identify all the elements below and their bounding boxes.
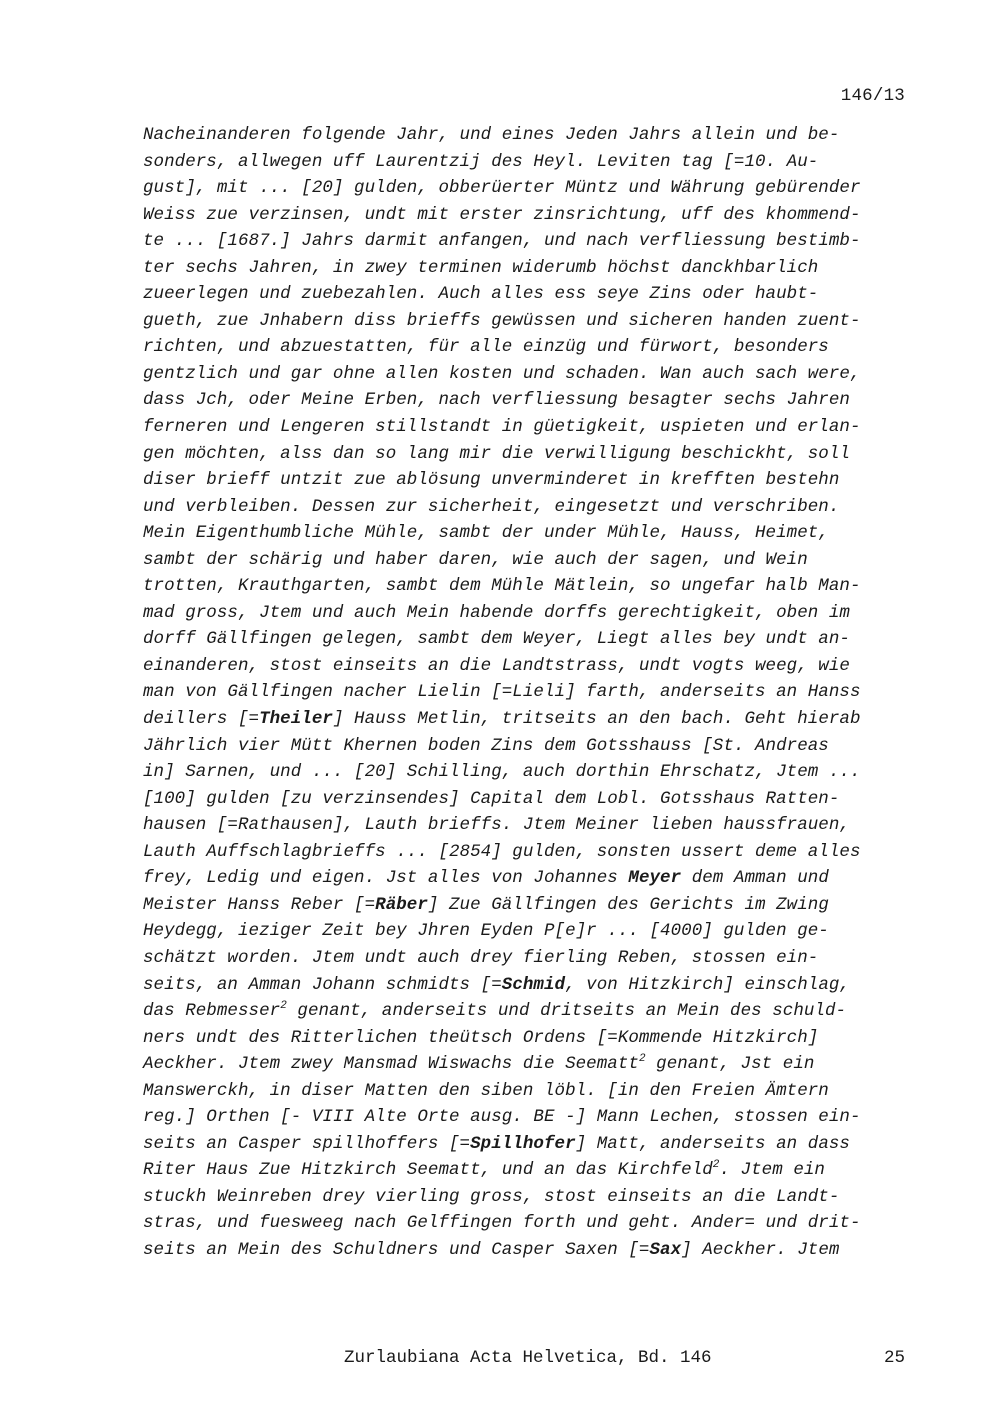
text-line	[143, 1184, 913, 1211]
text-line	[143, 600, 913, 627]
text-line	[143, 918, 913, 945]
text-segment: Aeckher. Jtem zwey Mansmad Wiswachs die Seematt	[143, 1054, 639, 1075]
body-text	[143, 122, 913, 1264]
text-segment: sonders, allwegen uff Laurentzij des Heyl. Leviten tag [=10. Au-	[143, 151, 819, 172]
text-line	[143, 1210, 913, 1237]
text-segment: diser brieff untzit zue ablösung unverminderet in krefften bestehn	[143, 470, 840, 491]
text-line	[143, 865, 913, 892]
text-line	[143, 972, 913, 999]
text-line	[143, 1104, 913, 1131]
text-line	[143, 361, 913, 388]
text-segment: ] Matt, anderseits an dass	[575, 1133, 850, 1154]
text-segment: , von Hitzkirch] einschlag,	[565, 974, 850, 995]
text-line	[143, 1025, 913, 1052]
text-line	[143, 414, 913, 441]
text-line	[143, 334, 913, 361]
text-segment: ners undt des Ritterlichen theütsch Ordens [=Kommende Hitzkirch]	[143, 1027, 819, 1048]
text-segment: stuckh Weinreben drey vierling gross, stost einseits an die Landt-	[143, 1186, 840, 1207]
footnote-marker: 2	[280, 1000, 287, 1013]
text-segment: Nacheinanderen folgende Jahr, und eines Jeden Jahrs allein und be-	[143, 125, 840, 145]
text-line	[143, 892, 913, 919]
text-line	[143, 255, 913, 282]
emphasized-name: Räber	[375, 894, 428, 915]
text-segment: einanderen, stost einseits an die Landtstrass, undt vogts weeg, wie	[143, 655, 850, 676]
footnote-marker: 2	[712, 1159, 720, 1172]
text-line	[143, 547, 913, 574]
text-segment: dorff Gällfingen gelegen, sambt dem Weyer, Liegt alles bey undt an-	[143, 629, 850, 650]
text-line	[143, 839, 913, 866]
text-segment: Weiss zue verzinsen, undt mit erster zinsrichtung, uff des khommend-	[143, 204, 861, 225]
text-line	[143, 653, 913, 680]
text-segment: seits an Mein des Schuldners und Casper Saxen [=	[143, 1239, 650, 1260]
text-segment: trotten, Krauthgarten, sambt dem Mühle Mätlein, so ungefar halb Man-	[143, 576, 861, 597]
footnote-marker: 2	[638, 1053, 646, 1066]
text-segment: dem Amman und	[681, 868, 829, 889]
text-segment: Lauth Auffschlagbrieffs ... [2854] gulden, sonsten ussert deme alles	[143, 841, 861, 862]
text-line	[143, 759, 913, 786]
text-line	[143, 308, 913, 335]
text-line	[143, 494, 913, 521]
text-line	[143, 1157, 913, 1184]
text-segment: gentzlich und gar ohne allen kosten und schaden. Wan auch sach were,	[143, 363, 861, 384]
text-segment: gen möchten, alss dan so lang mir die verwilligung beschickht, soll	[143, 443, 850, 464]
emphasized-name: Schmid	[501, 974, 566, 995]
text-segment: [100] gulden [zu verzinsendes] Capital dem Lobl. Gotsshaus Ratten-	[143, 788, 840, 809]
text-segment: Meister Hanss Reber [=	[143, 894, 376, 915]
text-line	[143, 281, 913, 308]
footer-title: Zurlaubiana Acta Helvetica, Bd. 146	[344, 1348, 712, 1368]
text-line	[143, 202, 913, 229]
text-segment: hausen [=Rathausen], Lauth brieffs. Jtem Meiner lieben haussfrauen,	[143, 815, 850, 836]
emphasized-name: Meyer	[628, 868, 682, 889]
text-segment: Mein Eigenthumbliche Mühle, sambt der under Mühle, Hauss, Heimet,	[143, 523, 829, 544]
text-line	[143, 520, 913, 547]
text-line	[143, 122, 913, 149]
text-segment: deillers [=	[143, 709, 260, 730]
text-segment: ] Aeckher. Jtem	[681, 1239, 840, 1260]
text-line	[143, 441, 913, 468]
text-segment: . Jtem ein	[719, 1160, 825, 1181]
text-segment: seits an Casper spillhoffers [=	[143, 1133, 471, 1154]
text-line	[143, 786, 913, 813]
text-line	[143, 149, 913, 176]
text-segment: gust], mit ... [20] gulden, obberüerter Müntz und Währung gebürender	[143, 178, 861, 199]
text-line	[143, 387, 913, 414]
text-line	[143, 706, 913, 733]
text-line	[143, 467, 913, 494]
page-number: 25	[883, 1348, 905, 1368]
text-segment: Jährlich vier Mütt Khernen boden Zins dem Gotsshauss [St. Andreas	[143, 735, 829, 756]
text-segment: richten, und abzuestatten, für alle einzüg und fürwort, besonders	[143, 337, 829, 358]
text-line	[143, 1078, 913, 1105]
text-segment: schätzt worden. Jtem undt auch drey fierling Reben, stossen ein-	[143, 947, 819, 968]
text-segment: reg.] Orthen [- VIII Alte Orte ausg. BE -] Mann Lechen, stossen ein-	[143, 1107, 861, 1128]
text-line	[143, 1051, 913, 1078]
text-segment: zueerlegen und zuebezahlen. Auch alles ess seye Zins oder haubt-	[143, 284, 819, 305]
text-segment: das Rebmesser	[143, 1001, 281, 1022]
text-segment: dass Jch, oder Meine Erben, nach verfliessung besagter sechs Jahren	[143, 390, 850, 411]
text-segment: gueth, zue Jnhabern diss brieffs gewüssen und sicheren handen zuent-	[143, 310, 861, 331]
text-line	[143, 1131, 913, 1158]
text-line	[143, 1237, 913, 1264]
text-line	[143, 228, 913, 255]
text-segment: Heydegg, ieziger Zeit bey Jhren Eyden P[e]r ... [4000] gulden ge-	[143, 921, 829, 942]
emphasized-name: Theiler	[259, 709, 333, 730]
text-segment: mad gross, Jtem und auch Mein habende dorffs gerechtigkeit, oben im	[143, 602, 850, 623]
text-segment: seits, an Amman Johann schmidts [=	[143, 974, 502, 995]
text-segment: stras, und fuesweeg nach Gelffingen forth und geht. Ander= und drit-	[143, 1213, 861, 1234]
emphasized-name: Spillhofer	[470, 1133, 576, 1154]
text-segment: ] Hauss Metlin, tritseits an den bach. Geht hierab	[332, 709, 861, 730]
text-line	[143, 733, 913, 760]
text-line	[143, 175, 913, 202]
text-segment: und verbleiben. Dessen zur sicherheit, eingesetzt und verschriben.	[143, 496, 840, 517]
emphasized-name: Sax	[649, 1239, 682, 1260]
text-segment: sambt der schärig und haber daren, wie auch der sagen, und Wein	[143, 549, 808, 570]
text-segment: Manswerckh, in diser Matten den siben löbl. [in den Freien Ämtern	[143, 1080, 829, 1101]
text-segment: frey, Ledig und eigen. Jst alles von Johannes	[143, 868, 629, 889]
text-line	[143, 945, 913, 972]
text-line	[143, 998, 913, 1025]
text-segment: genant, anderseits und dritseits an Mein des schuld-	[286, 1001, 847, 1022]
text-segment: ter sechs Jahren, in zwey terminen widerumb höchst danckhbarlich	[143, 257, 819, 278]
text-segment: ] Zue Gällfingen des Gerichts im Zwing	[427, 894, 829, 915]
text-line	[143, 812, 913, 839]
page-reference: 146/13	[840, 86, 905, 106]
text-line	[143, 679, 913, 706]
text-line	[143, 626, 913, 653]
text-segment: genant, Jst ein	[645, 1054, 815, 1075]
text-segment: Riter Haus Zue Hitzkirch Seematt, und an das Kirchfeld	[143, 1160, 713, 1181]
text-line	[143, 573, 913, 600]
text-segment: te ... [1687.] Jahrs darmit anfangen, und nach verfliessung bestimb-	[143, 231, 861, 252]
text-segment: in] Sarnen, und ... [20] Schilling, auch dorthin Ehrschatz, Jtem ...	[143, 762, 861, 783]
text-segment: man von Gällfingen nacher Lielin [=Lieli] farth, anderseits an Hanss	[143, 682, 861, 703]
page-footer	[0, 1348, 1000, 1370]
text-segment: ferneren und Lengeren stillstandt in güetigkeit, uspieten und erlan-	[143, 417, 861, 438]
